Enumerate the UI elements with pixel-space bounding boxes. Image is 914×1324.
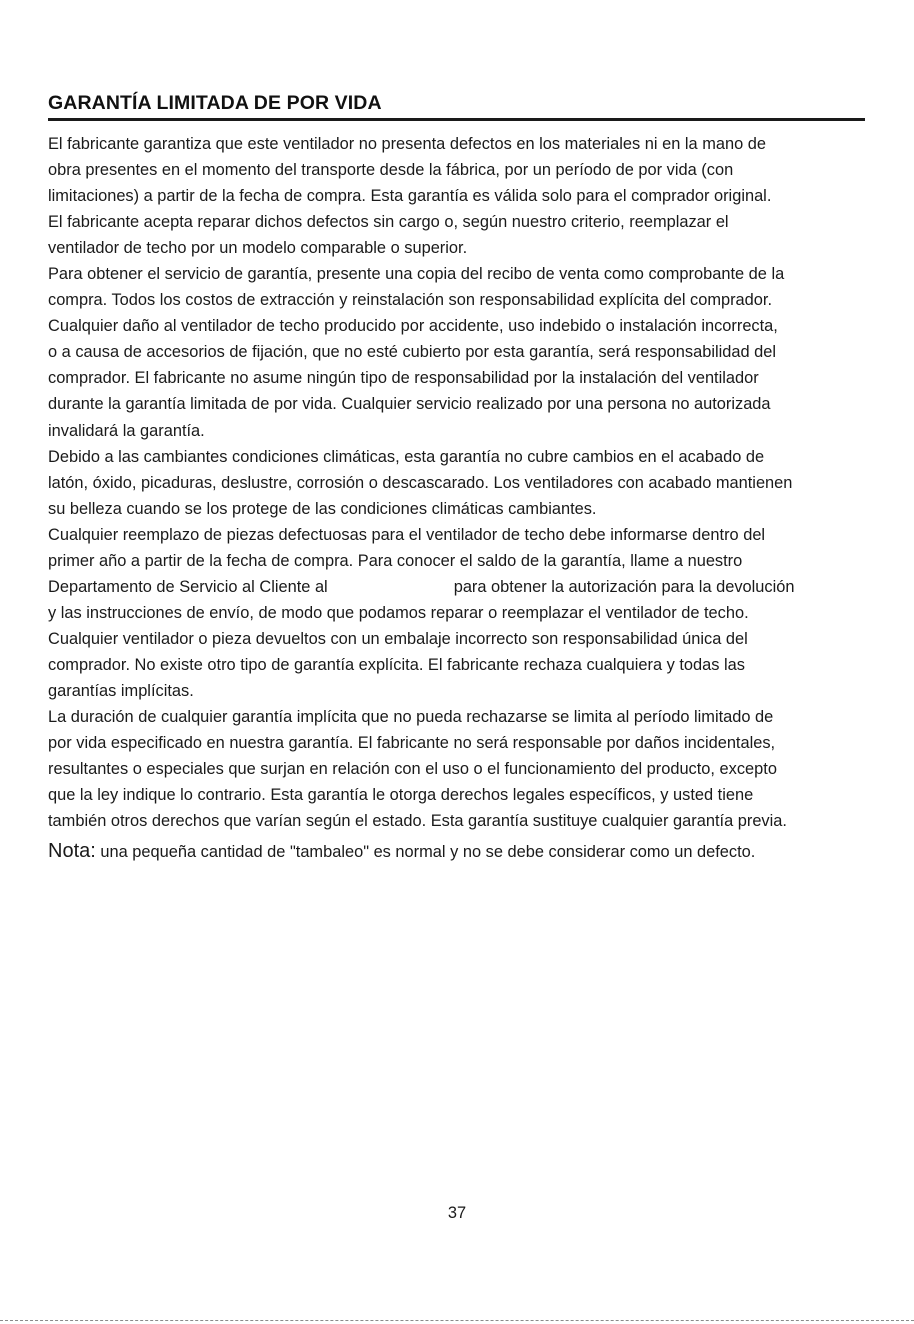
body-line: su belleza cuando se los protege de las condiciones climáticas cambiantes. (48, 499, 597, 518)
note-text: una pequeña cantidad de "tambaleo" es normal y no se debe considerar como un defecto. (100, 843, 756, 862)
body-line: Cualquier ventilador o pieza devueltos con un embalaje incorrecto son responsabilidad única del (48, 629, 748, 648)
body-line: El fabricante garantiza que este ventilador no presenta defectos en los materiales ni en la mano de (48, 135, 766, 153)
title-underline (48, 118, 865, 121)
note-label: Nota: (48, 840, 96, 863)
section-title: GARANTÍA LIMITADA DE POR VIDA (48, 92, 382, 114)
phone-line-after: para obtener la autorización para la devolución (453, 577, 795, 596)
page-number: 37 (447, 1204, 467, 1222)
body-line: y las instrucciones de envío, de modo que podamos reparar o reemplazar el ventilador de techo. (48, 603, 749, 622)
phone-line-before: Departamento de Servicio al Cliente al (48, 577, 328, 596)
body-line: limitaciones) a partir de la fecha de compra. Esta garantía es válida solo para el comprador original. (48, 187, 772, 206)
warranty-body (48, 131, 888, 864)
scan-edge-divider (0, 1320, 914, 1321)
body-line: garantías implícitas. (48, 681, 194, 700)
body-line: comprador. No existe otro tipo de garantía explícita. El fabricante rechaza cualquiera y todas las (48, 655, 745, 674)
body-line: también otros derechos que varían según el estado. Esta garantía sustituye cualquier garantía previa. (48, 812, 787, 831)
body-line: Debido a las cambiantes condiciones climáticas, esta garantía no cubre cambios en el acabado de (48, 447, 765, 466)
body-line: que la ley indique lo contrario. Esta garantía le otorga derechos legales específicos, y usted tiene (48, 786, 754, 805)
body-line: invalidará la garantía. (48, 421, 205, 440)
body-line: Para obtener el servicio de garantía, presente una copia del recibo de venta como comprobante de la (48, 265, 785, 284)
body-line: Cualquier daño al ventilador de techo producido por accidente, uso indebido o instalación incorrecta, (48, 317, 778, 336)
body-line: por vida especificado en nuestra garantía. El fabricante no será responsable por daños incidentales, (48, 734, 776, 753)
body-line: primer año a partir de la fecha de compra. Para conocer el saldo de la garantía, llame a nuestro (48, 551, 743, 570)
body-line: obra presentes en el momento del transporte desde la fábrica, por un período de por vida (con (48, 161, 734, 180)
note-line (48, 838, 888, 864)
body-line: ventilador de techo por un modelo comparable o superior. (48, 239, 468, 258)
phone-line (48, 574, 888, 600)
body-line: o a causa de accesorios de fijación, que no esté cubierto por esta garantía, será responsabilidad del (48, 343, 777, 362)
body-line: El fabricante acepta reparar dichos defectos sin cargo o, según nuestro criterio, reemplazar el (48, 213, 729, 232)
body-line: compra. Todos los costos de extracción y reinstalación son responsabilidad explícita del comprador. (48, 291, 773, 310)
body-line: La duración de cualquier garantía implícita que no pueda rechazarse se limita al período limitado de (48, 708, 774, 727)
body-line: latón, óxido, picaduras, deslustre, corrosión o descascarado. Los ventiladores con acabado mantienen (48, 473, 793, 492)
body-line: comprador. El fabricante no asume ningún tipo de responsabilidad por la instalación del ventilador (48, 369, 759, 388)
body-line: Cualquier reemplazo de piezas defectuosas para el ventilador de techo debe informarse dentro del (48, 525, 766, 544)
body-line: durante la garantía limitada de por vida. Cualquier servicio realizado por una persona no autorizada (48, 395, 771, 414)
body-line: resultantes o especiales que surjan en relación con el uso o el funcionamiento del producto, excepto (48, 760, 777, 779)
